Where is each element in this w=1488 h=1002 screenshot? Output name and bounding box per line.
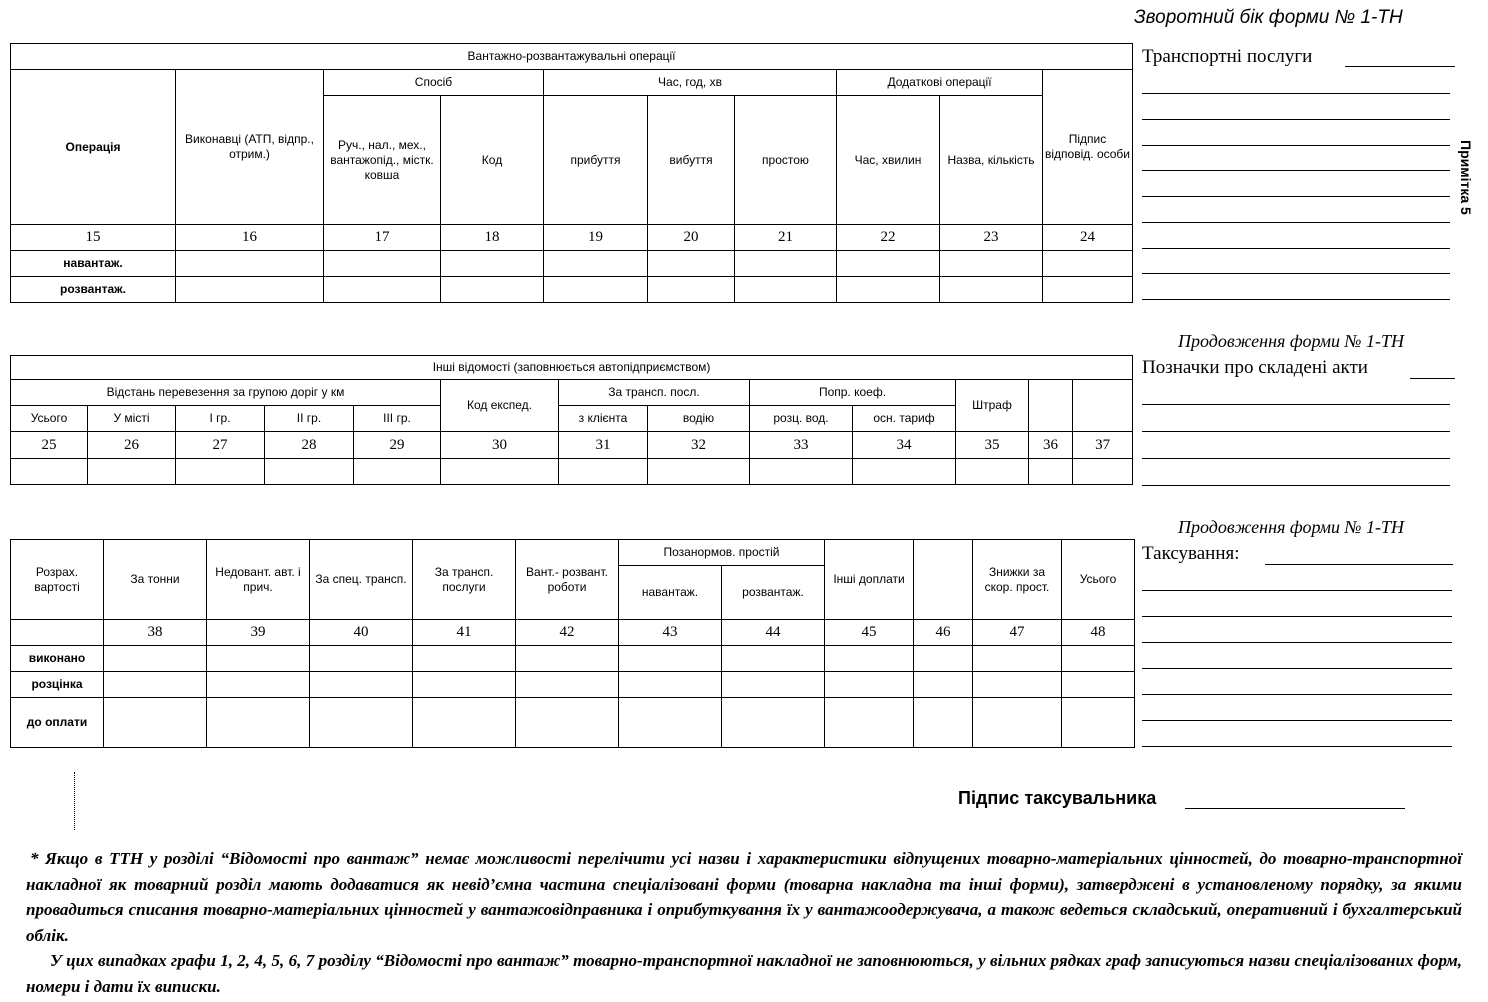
fill-line[interactable] — [1142, 248, 1450, 249]
transport-services-label: Транспортні послуги — [1142, 46, 1313, 67]
taxation-line[interactable] — [1265, 564, 1453, 565]
table-cell[interactable] — [1062, 698, 1135, 748]
col-signature: Підпис відповід. особи — [1043, 70, 1133, 225]
col-loading: Вант.- розвант. роботи — [516, 540, 619, 620]
col-number: 29 — [354, 432, 441, 459]
col-number: 37 — [1073, 432, 1133, 459]
col-number: 35 — [956, 432, 1029, 459]
table-cell[interactable] — [516, 698, 619, 748]
col-number: 25 — [11, 432, 88, 459]
fill-line[interactable] — [1142, 616, 1452, 617]
margin-dots — [74, 772, 77, 830]
col-empty — [914, 540, 973, 620]
acts-line[interactable] — [1410, 378, 1455, 379]
table-cell[interactable] — [619, 672, 722, 698]
col-tons: За тонни — [104, 540, 207, 620]
fill-line[interactable] — [1142, 196, 1450, 197]
table-cell[interactable] — [104, 646, 207, 672]
table-row — [11, 646, 1135, 672]
col-add-name: Назва, кількість — [940, 96, 1043, 225]
table-cell[interactable] — [324, 277, 441, 303]
table-cell[interactable] — [956, 459, 1029, 485]
table-cell[interactable] — [516, 646, 619, 672]
col-number: 33 — [750, 432, 853, 459]
table-cell[interactable] — [648, 251, 735, 277]
table-cell[interactable] — [825, 646, 914, 672]
rotated-note-text: Примітка 5 — [1458, 140, 1474, 215]
table-cell[interactable] — [648, 277, 735, 303]
fill-line[interactable] — [1142, 720, 1452, 721]
table-cell[interactable] — [176, 251, 324, 277]
table-cell[interactable] — [1043, 277, 1133, 303]
col-number: 36 — [1029, 432, 1073, 459]
table-cell[interactable] — [825, 672, 914, 698]
row-label-rate: розцінка — [11, 672, 104, 698]
continuation-title-1: Продовження форми № 1-ТН — [1178, 331, 1405, 351]
table-cell[interactable] — [310, 698, 413, 748]
col-number: 20 — [648, 225, 735, 251]
table-cell[interactable] — [176, 277, 324, 303]
col-number: 31 — [559, 432, 648, 459]
col-transport: За трансп. послуги — [413, 540, 516, 620]
table-cell[interactable] — [516, 672, 619, 698]
col-coef: Попр. коеф. — [750, 380, 956, 406]
col-number: 40 — [310, 620, 413, 646]
col-number: 17 — [324, 225, 441, 251]
row-label-unloading: розвантаж. — [11, 277, 176, 303]
col-exp-code: Код експед. — [441, 380, 559, 432]
table-cell[interactable] — [940, 277, 1043, 303]
table-cell[interactable] — [973, 672, 1062, 698]
col-distance: Відстань перевезення за групою доріг у км — [11, 380, 441, 406]
col-number: 23 — [940, 225, 1043, 251]
fill-line[interactable] — [1142, 404, 1450, 405]
table-cell[interactable] — [1073, 459, 1133, 485]
col-method-manual: Руч., нал., мех., вантажопід., містк. ковша — [324, 96, 441, 225]
fill-line[interactable] — [1142, 431, 1450, 432]
fill-line[interactable] — [1142, 119, 1450, 120]
col-idle: Позанормов. простій — [619, 540, 825, 566]
table-cell[interactable] — [176, 459, 265, 485]
col-group-1: І гр. — [176, 406, 265, 432]
fill-line[interactable] — [1142, 642, 1452, 643]
col-discount: Знижки за скор. прост. — [973, 540, 1062, 620]
footnote-paragraph-2: У цих випадках графи 1, 2, 4, 5, 6, 7 розділу “Відомості про вантаж” товарно-транспортної накладної не заповнюються, у вільних рядках граф записуються назви спеціалізованих форм, номери і дати їх виписки. — [26, 951, 1462, 996]
fill-line[interactable] — [1142, 668, 1452, 669]
fill-line[interactable] — [1142, 170, 1450, 171]
col-special: За спец. трансп. — [310, 540, 413, 620]
row-label-to-pay: до оплати — [11, 698, 104, 748]
col-method: Спосіб — [324, 70, 544, 96]
col-departure: вибуття — [648, 96, 735, 225]
table-cell[interactable] — [837, 277, 940, 303]
table-cell[interactable] — [1062, 646, 1135, 672]
fill-line[interactable] — [1142, 746, 1452, 747]
fill-line[interactable] — [1142, 458, 1450, 459]
table-cell[interactable] — [1029, 459, 1073, 485]
col-number: 15 — [11, 225, 176, 251]
table-row — [11, 672, 1135, 698]
col-underload: Недовант. авт. і прич. — [207, 540, 310, 620]
taxer-signature-line[interactable] — [1185, 808, 1405, 809]
table-cell[interactable] — [413, 672, 516, 698]
table-cell[interactable] — [619, 646, 722, 672]
col-number: 19 — [544, 225, 648, 251]
col-number: 28 — [265, 432, 354, 459]
col-operation: Операція — [11, 70, 176, 225]
table-cell[interactable] — [973, 646, 1062, 672]
table-row — [11, 251, 1133, 277]
table-cell[interactable] — [413, 698, 516, 748]
table-cell[interactable] — [104, 672, 207, 698]
col-number: 38 — [104, 620, 207, 646]
taxation-label: Таксування: — [1142, 543, 1240, 564]
col-driver-rate: розц. вод. — [750, 406, 853, 432]
table-cell[interactable] — [441, 277, 544, 303]
table-cell[interactable] — [310, 646, 413, 672]
col-number: 30 — [441, 432, 559, 459]
form-back-title: Зворотний бік форми № 1-ТН — [1134, 7, 1403, 28]
col-number: 22 — [837, 225, 940, 251]
acts-label: Позначки про складені акти — [1142, 357, 1368, 378]
col-fine: Штраф — [956, 380, 1029, 432]
table-row — [11, 698, 1135, 748]
col-number: 16 — [176, 225, 324, 251]
col-number: 21 — [735, 225, 837, 251]
table-row — [11, 277, 1133, 303]
table-cell[interactable] — [914, 698, 973, 748]
col-from-client: з клієнта — [559, 406, 648, 432]
table-cell[interactable] — [265, 459, 354, 485]
table-cell[interactable] — [914, 646, 973, 672]
col-number: 27 — [176, 432, 265, 459]
transport-services-line[interactable] — [1345, 66, 1455, 67]
row-label-loading: навантаж. — [11, 251, 176, 277]
continuation-title-2: Продовження форми № 1-ТН — [1178, 517, 1405, 537]
col-number: 32 — [648, 432, 750, 459]
table-cell[interactable] — [648, 459, 750, 485]
col-number: 39 — [207, 620, 310, 646]
col-executors: Виконавці (АТП, відпр., отрим.) — [176, 70, 324, 225]
taxer-signature-label: Підпис таксувальника — [958, 788, 1157, 808]
row-label-done: виконано — [11, 646, 104, 672]
col-number: 46 — [914, 620, 973, 646]
table-cell[interactable] — [544, 277, 648, 303]
table-cell[interactable] — [207, 698, 310, 748]
loading-operations-table — [10, 43, 1133, 303]
table-cell[interactable] — [1062, 672, 1135, 698]
rotated-note — [1450, 140, 1480, 280]
table-cell[interactable] — [559, 459, 648, 485]
table-cell[interactable] — [722, 672, 825, 698]
col-number: 34 — [853, 432, 956, 459]
col-number-blank — [11, 620, 104, 646]
col-other: Інші доплати — [825, 540, 914, 620]
table-cell[interactable] — [722, 646, 825, 672]
table-row — [11, 459, 1133, 485]
table-cell[interactable] — [413, 646, 516, 672]
table1-title: Вантажно-розвантажувальні операції — [11, 44, 1133, 70]
table-cell[interactable] — [735, 277, 837, 303]
table-cell[interactable] — [619, 698, 722, 748]
col-empty — [1073, 380, 1133, 432]
col-additional: Додаткові операції — [837, 70, 1043, 96]
footnote-paragraph-1: * Якщо в ТТН у розділі “Відомості про вантаж” немає можливості перелічити усі назви і характеристики відпущених товарно-матеріальних цінностей, до товарно-транспортної накладної як товарний розділ мають додаватися як невід’ємна частина спеціалізовані форми (товарна накладна та інші форми), затверджені в установленому порядку, за якими провадиться списання товарно-матеріальних цінностей у вантажовідправника і оприбуткування їх у вантажоодержувача, а також ведеться складський, оперативний і бухгалтерський облік. — [26, 849, 1462, 945]
col-empty — [1029, 380, 1073, 432]
table-cell[interactable] — [441, 251, 544, 277]
col-arrival: прибуття — [544, 96, 648, 225]
cost-calculation-table — [10, 539, 1135, 748]
table-cell[interactable] — [324, 251, 441, 277]
col-idle-unload: розвантаж. — [722, 566, 825, 620]
col-number: 42 — [516, 620, 619, 646]
col-add-time: Час, хвилин — [837, 96, 940, 225]
table-cell[interactable] — [973, 698, 1062, 748]
table-cell[interactable] — [914, 672, 973, 698]
col-calc: Розрах. вартості — [11, 540, 104, 620]
col-number: 45 — [825, 620, 914, 646]
col-number: 43 — [619, 620, 722, 646]
table-cell[interactable] — [837, 251, 940, 277]
col-total: Усього — [11, 406, 88, 432]
table2-title: Інші відомості (заповнюється автопідприємством) — [11, 356, 1133, 380]
col-method-code: Код — [441, 96, 544, 225]
fill-line[interactable] — [1142, 694, 1452, 695]
col-driver: водію — [648, 406, 750, 432]
other-info-table — [10, 355, 1133, 485]
col-transport: За трансп. посл. — [559, 380, 750, 406]
table-cell[interactable] — [722, 698, 825, 748]
fill-line[interactable] — [1142, 222, 1450, 223]
fill-line[interactable] — [1142, 93, 1450, 94]
col-base-tariff: осн. тариф — [853, 406, 956, 432]
table-cell[interactable] — [354, 459, 441, 485]
table-cell[interactable] — [310, 672, 413, 698]
table-cell[interactable] — [104, 698, 207, 748]
table-cell[interactable] — [735, 251, 837, 277]
col-city: У місті — [88, 406, 176, 432]
fill-line[interactable] — [1142, 273, 1450, 274]
table-cell[interactable] — [207, 672, 310, 698]
table-cell[interactable] — [825, 698, 914, 748]
table-cell[interactable] — [1043, 251, 1133, 277]
table-cell[interactable] — [940, 251, 1043, 277]
fill-line[interactable] — [1142, 145, 1450, 146]
col-group-3: ІІІ гр. — [354, 406, 441, 432]
col-group-2: ІІ гр. — [265, 406, 354, 432]
col-number: 44 — [722, 620, 825, 646]
col-number: 41 — [413, 620, 516, 646]
table-cell[interactable] — [853, 459, 956, 485]
col-number: 48 — [1062, 620, 1135, 646]
col-idle: простою — [735, 96, 837, 225]
fill-line[interactable] — [1142, 299, 1450, 300]
col-number: 24 — [1043, 225, 1133, 251]
table-cell[interactable] — [750, 459, 853, 485]
table-cell[interactable] — [207, 646, 310, 672]
col-idle-load: навантаж. — [619, 566, 722, 620]
fill-line[interactable] — [1142, 590, 1452, 591]
col-number: 47 — [973, 620, 1062, 646]
fill-line[interactable] — [1142, 485, 1450, 486]
table-cell[interactable] — [441, 459, 559, 485]
col-number: 26 — [88, 432, 176, 459]
col-total: Усього — [1062, 540, 1135, 620]
col-time: Час, год, хв — [544, 70, 837, 96]
table-cell[interactable] — [11, 459, 88, 485]
table-cell[interactable] — [544, 251, 648, 277]
col-number: 18 — [441, 225, 544, 251]
table-cell[interactable] — [88, 459, 176, 485]
